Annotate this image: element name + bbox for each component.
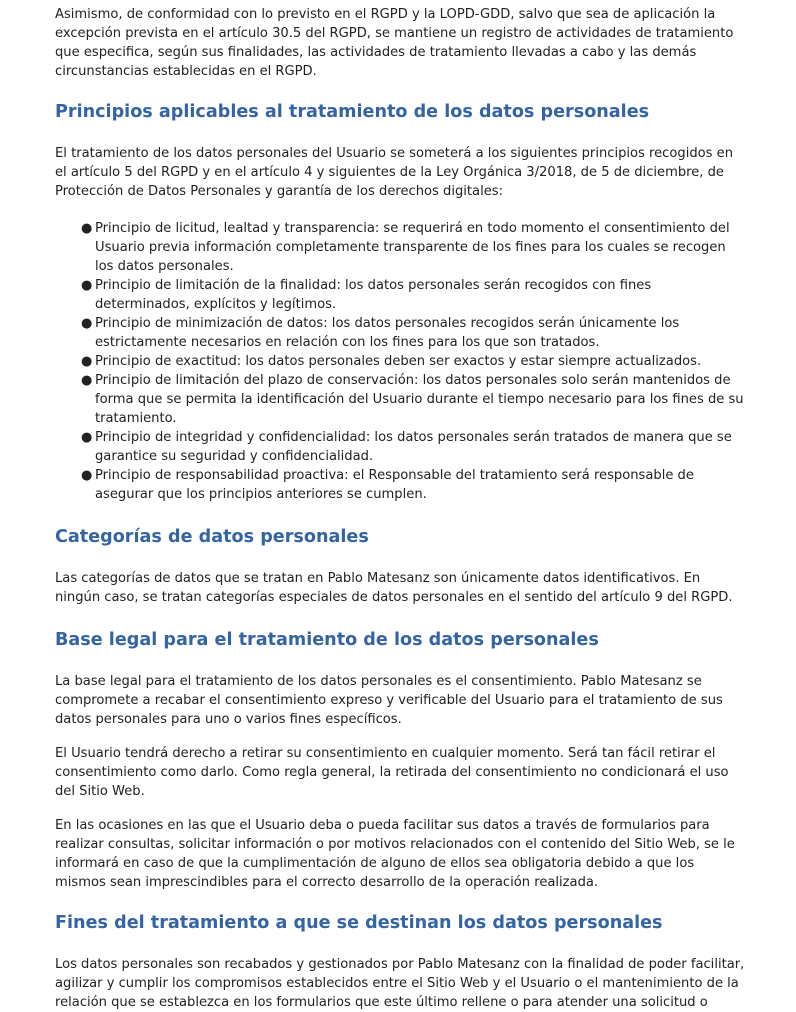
list-item: ● Principio de minimización de datos: los datos personales recogidos serán únicamente los estrictamente necesarios en relación con los fines para los que son tratados. (81, 316, 680, 350)
heading-principios: Principios aplicables al tratamiento de los datos personales (55, 102, 650, 122)
base-legal-paragraph-1: La base legal para el tratamiento de los datos personales es el consentimiento. Pablo Matesanz se compromete a recabar el consentimiento expreso y verificable del Usuario para el tratamiento de sus datos personales para uno o varios fines específicos. (55, 674, 723, 727)
list-item: ● Principio de responsabilidad proactiva: el Responsable del tratamiento será responsable de asegurar que los principios anteriores se cumplen. (81, 468, 694, 502)
principios-paragraph: El tratamiento de los datos personales del Usuario se someterá a los siguientes principios recogidos en el artículo 5 del RGPD y en el artículo 4 y siguientes de la Ley Orgánica 3/2018, de 5 de diciembre, de Protección de Datos Personales y garantía de los derechos digitales: (55, 146, 734, 199)
bullet-icon: ● (81, 468, 93, 483)
bullet-icon: ● (81, 373, 93, 388)
list-item: ● Principio de limitación del plazo de conservación: los datos personales solo serán mantenidos de forma que se permita la identificación del Usuario durante el tiempo necesario para los fines de su tratamiento. (81, 373, 744, 426)
heading-fines: Fines del tratamiento a que se destinan los datos personales (55, 913, 663, 933)
list-item: ● Principio de integridad y confidencialidad: los datos personales serán tratados de manera que se garantice su seguridad y confidencialidad. (81, 430, 732, 464)
categorias-paragraph: Las categorías de datos que se tratan en Pablo Matesanz son únicamente datos identificativos. En ningún caso, se tratan categorías especiales de datos personales en el sentido del artículo 9 del RGPD. (55, 571, 733, 605)
intro-paragraph: Asimismo, de conformidad con lo previsto en el RGPD y la LOPD-GDD, salvo que sea de aplicación la excepción prevista en el artículo 30.5 del RGPD, se mantiene un registro de actividades de tratamiento que especifica, según sus finalidades, las actividades de tratamiento llevadas a cabo y las demás circunstancias establecidas en el RGPD. (55, 7, 734, 79)
heading-categorias: Categorías de datos personales (55, 527, 369, 547)
heading-base-legal: Base legal para el tratamiento de los datos personales (55, 630, 599, 650)
bullet-icon: ● (81, 354, 93, 369)
bullet-icon: ● (81, 221, 93, 236)
base-legal-paragraph-2: El Usuario tendrá derecho a retirar su consentimiento en cualquier momento. Será tan fácil retirar el consentimiento como darlo. Como regla general, la retirada del consentimiento no condicionará el uso del Sitio Web. (55, 746, 729, 799)
bullet-icon: ● (81, 430, 93, 445)
principios-list (55, 219, 745, 504)
bullet-icon: ● (81, 316, 93, 331)
base-legal-paragraph-3: En las ocasiones en las que el Usuario deba o pueda facilitar sus datos a través de formularios para realizar consultas, solicitar información o por motivos relacionados con el contenido del Sitio Web, se le informará en caso de que la cumplimentación de alguno de ellos sea obligatoria debido a que los mismos sean imprescindibles para el correcto desarrollo de la operación realizada. (55, 818, 735, 890)
fines-paragraph: Los datos personales son recabados y gestionados por Pablo Matesanz con la finalidad de poder facilitar, agilizar y cumplir los compromisos establecidos entre el Sitio Web y el Usuario o el mantenimiento de la relación que se establezca en los formularios que este último rellene o para atender una solicitud o (55, 957, 745, 1010)
bullet-icon: ● (81, 278, 93, 293)
document-body (55, 5, 745, 1012)
list-item: ● Principio de limitación de la finalidad: los datos personales serán recogidos con fines determinados, explícitos y legítimos. (81, 278, 652, 312)
list-item: ● Principio de licitud, lealtad y transparencia: se requerirá en todo momento el consentimiento del Usuario previa información completamente transparente de los fines para los cuales se recogen los datos personales. (81, 221, 730, 274)
list-item: ● Principio de exactitud: los datos personales deben ser exactos y estar siempre actualizados. (81, 354, 702, 369)
